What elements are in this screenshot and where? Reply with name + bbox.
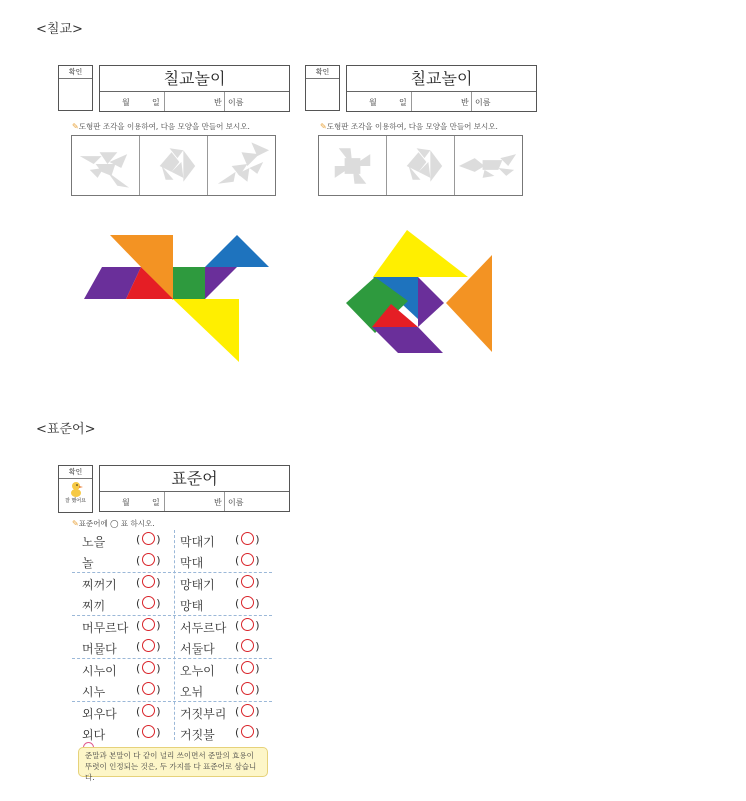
word-left: 외다 bbox=[82, 728, 106, 742]
circle-mark-icon bbox=[241, 682, 254, 695]
month-label: 월 bbox=[122, 498, 130, 507]
answer-circle-left[interactable]: ( ) bbox=[136, 683, 162, 696]
answer-circle-right[interactable]: ( ) bbox=[235, 597, 261, 610]
answer-circle-left[interactable]: ( ) bbox=[136, 533, 162, 546]
word-right: 막대 bbox=[180, 556, 204, 570]
name-label: 이름 bbox=[228, 98, 244, 107]
day-label: 일 bbox=[399, 98, 407, 107]
word-left: 시누 bbox=[82, 685, 106, 699]
check-box bbox=[58, 465, 93, 513]
worksheet-title: 칠교놀이 bbox=[347, 66, 536, 92]
puzzle-silhouette-1 bbox=[72, 136, 140, 195]
word-right: 망태 bbox=[180, 599, 204, 613]
name-label: 이름 bbox=[475, 98, 491, 107]
word-left: 놀 bbox=[82, 556, 94, 570]
tangram-piece-purple-small bbox=[205, 267, 237, 299]
badge-label: 잘 했어요 bbox=[65, 498, 86, 504]
tangram-fish bbox=[344, 229, 496, 355]
word-table bbox=[72, 530, 272, 744]
circle-mark-icon bbox=[142, 725, 155, 738]
word-row bbox=[72, 680, 272, 702]
word-row bbox=[72, 637, 272, 659]
instruction: ✎도형판 조각을 이용하여, 다음 모양을 만들어 보시오. bbox=[72, 122, 250, 131]
circle-mark-icon bbox=[142, 532, 155, 545]
answer-circle-left[interactable]: ( ) bbox=[136, 597, 162, 610]
answer-circle-right[interactable]: ( ) bbox=[235, 683, 261, 696]
word-left: 노을 bbox=[82, 535, 106, 549]
answer-circle-left[interactable]: ( ) bbox=[136, 640, 162, 653]
puzzle-row bbox=[318, 135, 523, 196]
month-label: 월 bbox=[369, 98, 377, 107]
word-row bbox=[72, 616, 272, 637]
answer-circle-left[interactable]: ( ) bbox=[136, 554, 162, 567]
answer-circle-right[interactable]: ( ) bbox=[235, 726, 261, 739]
section-title-tangram: <칠교> bbox=[36, 22, 83, 37]
answer-circle-right[interactable]: ( ) bbox=[235, 533, 261, 546]
worksheet-title: 칠교놀이 bbox=[100, 66, 289, 92]
circle-mark-icon bbox=[241, 575, 254, 588]
circle-mark-icon bbox=[142, 553, 155, 566]
check-label: 확인 bbox=[59, 466, 92, 479]
circle-mark-icon bbox=[241, 725, 254, 738]
check-label: 확인 bbox=[306, 66, 339, 79]
puzzle-silhouette-1 bbox=[319, 136, 387, 195]
day-label: 일 bbox=[152, 498, 160, 507]
puzzle-silhouette-3 bbox=[455, 136, 522, 195]
check-box bbox=[305, 65, 340, 111]
puzzle-silhouette-3 bbox=[208, 136, 275, 195]
word-right: 거짓부리 bbox=[180, 707, 227, 721]
word-row bbox=[72, 723, 272, 744]
circle-mark-icon bbox=[142, 639, 155, 652]
puzzle-row bbox=[71, 135, 276, 196]
check-box bbox=[58, 65, 93, 111]
word-right: 서둘다 bbox=[180, 642, 215, 656]
circle-mark-icon bbox=[241, 618, 254, 631]
answer-circle-left[interactable]: ( ) bbox=[136, 576, 162, 589]
word-row bbox=[72, 573, 272, 594]
word-right: 서두르다 bbox=[180, 621, 227, 635]
instruction: ✎표준어에 ◯ 표 하시오. bbox=[72, 519, 155, 528]
worksheet-header bbox=[99, 465, 290, 512]
answer-circle-left[interactable]: ( ) bbox=[136, 662, 162, 675]
tangram-piece-purple-parallelogram bbox=[372, 327, 443, 353]
pencil-icon: ✎ bbox=[320, 122, 327, 131]
circle-mark-icon bbox=[142, 575, 155, 588]
circle-mark-icon bbox=[241, 553, 254, 566]
circle-mark-icon bbox=[142, 618, 155, 631]
word-left: 외우다 bbox=[82, 707, 117, 721]
word-row bbox=[72, 530, 272, 551]
word-right: 거짓불 bbox=[180, 728, 215, 742]
name-label: 이름 bbox=[228, 498, 244, 507]
answer-circle-right[interactable]: ( ) bbox=[235, 619, 261, 632]
circle-mark-icon bbox=[142, 682, 155, 695]
word-row bbox=[72, 551, 272, 573]
worksheet-title: 표준어 bbox=[100, 466, 289, 492]
circle-mark-icon bbox=[241, 704, 254, 717]
word-right: 오뉘 bbox=[180, 685, 204, 699]
answer-circle-right[interactable]: ( ) bbox=[235, 705, 261, 718]
circle-mark-icon bbox=[241, 532, 254, 545]
duck-icon bbox=[69, 481, 83, 497]
instruction: ✎도형판 조각을 이용하여, 다음 모양을 만들어 보시오. bbox=[320, 122, 498, 131]
word-row bbox=[72, 594, 272, 616]
word-right: 망태기 bbox=[180, 578, 215, 592]
tangram-piece-purple-small bbox=[418, 277, 444, 327]
day-label: 일 bbox=[152, 98, 160, 107]
word-right: 막대기 bbox=[180, 535, 215, 549]
answer-circle-left[interactable]: ( ) bbox=[136, 619, 162, 632]
circle-mark-icon bbox=[241, 596, 254, 609]
class-label: 반 bbox=[461, 98, 469, 107]
tangram-bird bbox=[82, 232, 272, 364]
circle-mark-icon bbox=[241, 661, 254, 674]
check-label: 확인 bbox=[59, 66, 92, 79]
circle-mark-icon bbox=[142, 704, 155, 717]
pencil-icon: ✎ bbox=[72, 519, 79, 528]
worksheet-header bbox=[346, 65, 537, 112]
section-title-standard: <표준어> bbox=[36, 422, 96, 437]
word-left: 찌끼 bbox=[82, 599, 106, 613]
puzzle-silhouette-2 bbox=[140, 136, 208, 195]
puzzle-silhouette-2 bbox=[387, 136, 455, 195]
answer-circle-left[interactable]: ( ) bbox=[136, 726, 162, 739]
tangram-piece-blue bbox=[205, 235, 269, 267]
note-box: 준말과 본말이 다 같이 널리 쓰이면서 준말의 효용이 뚜렷이 인정되는 것은, 두 가지를 다 표준어로 삼습니다. bbox=[78, 747, 268, 777]
class-label: 반 bbox=[214, 98, 222, 107]
answer-circle-left[interactable]: ( ) bbox=[136, 705, 162, 718]
word-left: 머무르다 bbox=[82, 621, 129, 635]
word-right: 오누이 bbox=[180, 664, 215, 678]
circle-mark-icon bbox=[142, 661, 155, 674]
pencil-icon: ✎ bbox=[72, 122, 79, 131]
circle-mark-icon bbox=[241, 639, 254, 652]
worksheet-header bbox=[99, 65, 290, 112]
tangram-piece-yellow bbox=[173, 299, 239, 362]
word-row bbox=[72, 659, 272, 680]
tangram-piece-yellow bbox=[373, 230, 468, 277]
answer-circle-right[interactable]: ( ) bbox=[235, 640, 261, 653]
month-label: 월 bbox=[122, 98, 130, 107]
tangram-piece-green bbox=[173, 267, 205, 299]
class-label: 반 bbox=[214, 498, 222, 507]
answer-circle-right[interactable]: ( ) bbox=[235, 662, 261, 675]
word-row bbox=[72, 702, 272, 723]
word-left: 머물다 bbox=[82, 642, 117, 656]
circle-mark-icon bbox=[142, 596, 155, 609]
answer-circle-right[interactable]: ( ) bbox=[235, 554, 261, 567]
answer-circle-right[interactable]: ( ) bbox=[235, 576, 261, 589]
word-left: 시누이 bbox=[82, 664, 117, 678]
word-left: 찌꺼기 bbox=[82, 578, 117, 592]
